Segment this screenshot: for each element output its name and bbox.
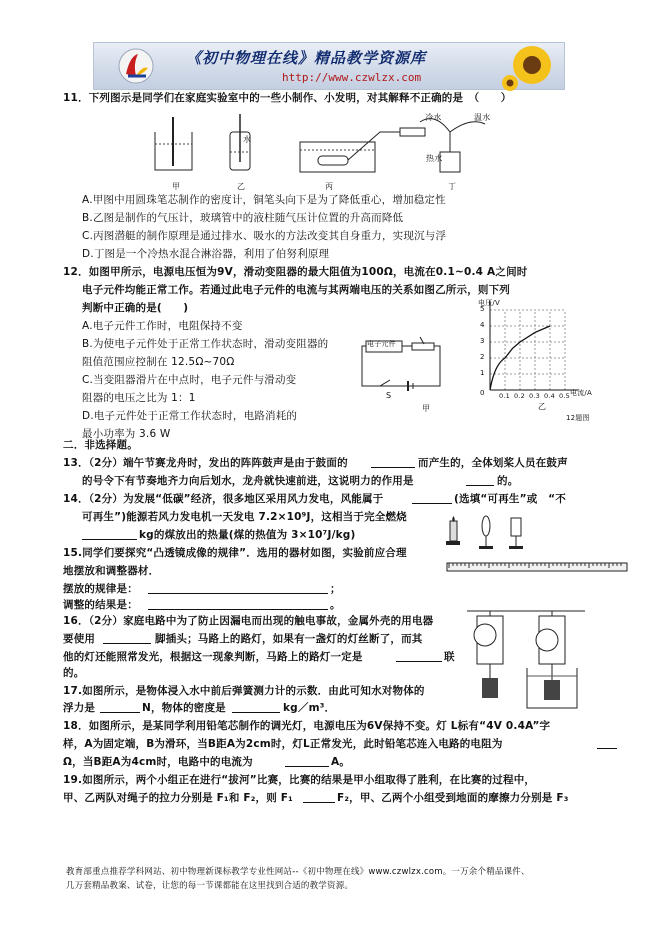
q16-blank-2[interactable] (396, 661, 442, 662)
q11-label-ding: 丁 (448, 182, 457, 191)
q12-option-b-1: B.为使电子元件处于正常工作状态时，滑动变阻器的 (82, 338, 329, 350)
graph-x-tick-0.4: 0.4 (544, 392, 555, 400)
graph-y-tick-2: 2 (480, 353, 485, 361)
q12-stem-1: 12．如图甲所示，电源电压恒为9V，滑动变阻器的最大阻值为100Ω，电流在0.1~0.4 A之间时 (63, 266, 528, 278)
q17-line-2b: N，物体的密度是 (142, 702, 226, 714)
q16-line-2a: 要使用 (63, 633, 96, 645)
banner-title: 《初中物理在线》精品教学资源库 (186, 49, 427, 67)
graph-x-tick-0.1: 0.1 (499, 392, 510, 400)
q11-label-yi: 乙 (237, 182, 246, 191)
circuit-label: 电子元件 (367, 340, 396, 348)
q18-line-3b: A。 (331, 756, 351, 768)
q11-option-c: C.丙图潜艇的制作原理是通过排水、吸水的方法改变其自身重力，实现沉与浮 (82, 230, 447, 242)
q19-line-2a: 甲、乙两队对绳子的拉力分别是 F₁和 F₂，则 F₁ (63, 792, 293, 804)
q16-line-1: 16．（2分）家庭电路中为了防止因漏电而出现的触电事故，金属外壳的用电器 (63, 615, 434, 627)
q15-line-1: 15.同学们要探究“凸透镜成像的规律”．选用的器材如图，实验前应合理 (63, 547, 407, 559)
q11-label-jia: 甲 (172, 182, 181, 191)
graph-x-tick-0.5: 0.5 (559, 392, 570, 400)
figure-caption-12: 12题图 (566, 414, 590, 422)
banner-url: http://www.czwlzx.com (282, 71, 422, 84)
q16-blank-1[interactable] (103, 643, 151, 644)
q13-blank-2[interactable] (466, 485, 494, 486)
footer-line-1: 教育部重点推荐学科网站、初中物理新课标教学专业性网站--《初中物理在线》www.czwlzx.com。一万余个精品课件、 (66, 867, 530, 877)
q14-line-1a: 14．（2分）为发展“低碳”经济，很多地区采用风力发电，风能属于 (63, 493, 384, 505)
graph-y-tick-1: 1 (480, 369, 485, 377)
q14-line-2: 可再生”)能源若风力发电机一天发电 7.2×10⁹J，这相当于完全燃烧 (82, 511, 407, 523)
q13-line-1b: 而产生的，全体划桨人员在鼓声 (418, 457, 568, 469)
q14-blank-1[interactable] (412, 503, 452, 504)
q12-option-a: A.电子元件工作时，电阻保持不变 (82, 320, 243, 332)
q19-line-1: 19.如图所示，两个小组正在进行“拔河”比赛，比赛的结果是甲小组取得了胜利，在比赛的过程中， (63, 774, 536, 786)
graph-x-tick-0.3: 0.3 (529, 392, 540, 400)
q12-option-d-2: 最小功率为 3.6 W (82, 428, 171, 440)
q17-line-2a: 浮力是 (63, 702, 96, 714)
graph-caption: 乙 (538, 402, 547, 411)
graph-x-tick-0.2: 0.2 (514, 392, 525, 400)
q11-stem: 11．下列图示是同学们在家庭实验室中的一些小制作、小发明，对其解释不正确的是 （ ） (63, 92, 512, 104)
q11-fig-cold: 冷水 (425, 113, 442, 122)
graph-y-tick-4: 4 (480, 321, 485, 329)
q12-option-d-1: D.电子元件处于正常工作状态时，电路消耗的 (82, 410, 298, 422)
q18-blank-2[interactable] (285, 766, 329, 767)
q18-line-3a: Ω，当B距A为4cm时，电路中的电流为 (63, 756, 253, 768)
q15-line-2: 地摆放和调整器材． (63, 565, 160, 577)
graph-x-axis-label: 电流/A (570, 389, 592, 397)
q15-rule-label: 摆放的规律是： (63, 583, 138, 595)
q15-rule-blank[interactable] (148, 593, 328, 594)
spring-scale-figure (467, 610, 587, 710)
q13-line-2-end: 的。 (497, 475, 519, 487)
q14-line-1b: (选填“可再生”或 “不 (454, 493, 566, 505)
q12-option-c-2: 阻器的电压之比为 1：1 (82, 392, 196, 404)
q17-line-2c: kg／m³． (283, 702, 336, 714)
q15-result-label: 调整的结果是： (63, 599, 138, 611)
q11-label-bing: 丙 (325, 182, 334, 191)
q15-result-end: 。 (330, 599, 341, 611)
q12-option-c-1: C.当变阻器滑片在中点时，电子元件与滑动变 (82, 374, 297, 386)
beaker-figure-jia (155, 117, 192, 170)
submarine-figure-bing (300, 128, 425, 172)
q11-fig-water: 水 (243, 135, 252, 144)
q15-rule-end: ； (330, 583, 341, 595)
q13-line-1a: 13．（2分）端午节赛龙舟时，发出的阵阵鼓声是由于鼓面的 (63, 457, 348, 469)
section-heading: 二．非选择题。 (63, 439, 138, 451)
q12-stem-2: 电子元件均能正常工作。若通过此电子元件的电流与其两端电压的关系如图乙所示，则下列 (82, 284, 510, 296)
q15-result-blank[interactable] (148, 609, 328, 610)
q11-option-d: D.丁图是一个冷热水混合淋浴器，利用了伯努利原理 (82, 248, 330, 260)
graph-y-tick-3: 3 (480, 337, 485, 345)
q17-blank-1[interactable] (100, 712, 140, 713)
graph-origin-label: 0 (480, 389, 485, 397)
q11-option-b: B.乙图是制作的气压计，玻璃管中的液柱随气压计位置的升高而降低 (82, 212, 404, 224)
header-banner (93, 42, 565, 90)
footer-line-2: 几万套精品教案、试卷，让您的每一节课都能在这里找到合适的教学资源。 (66, 881, 354, 891)
q17-line-1: 17.如图所示，是物体浸入水中前后弹簧测力计的示数．由此可知水对物体的 (63, 685, 425, 697)
q14-blank-2[interactable] (82, 539, 137, 540)
q18-line-2: 样，A为固定端，B为滑环，当B距A为2cm时，灯L正常发光，此时铅笔芯连入电路的电阻为 (63, 738, 503, 750)
q11-fig-hot: 热水 (426, 154, 443, 163)
circuit-switch-label: S (386, 391, 392, 400)
q14-line-3: kg的煤放出的热量(煤的热值为 3×10⁷J/kg) (139, 529, 356, 541)
q18-blank-1[interactable] (597, 748, 617, 749)
q12-stem-3: 判断中正确的是( ) (82, 302, 189, 314)
q16-line-4: 的。 (63, 667, 85, 679)
site-logo (116, 46, 156, 86)
q13-line-2: 的号令下有节奏地齐力向后划水，龙舟就快速前进，这说明力的作用是 (82, 475, 414, 487)
q11-fig-warm: 温水 (474, 113, 491, 122)
q17-blank-2[interactable] (232, 712, 280, 713)
q11-option-a: A.甲图中用圆珠笔芯制作的密度计，铜笔头向下是为了降低重心，增加稳定性 (82, 194, 446, 206)
q16-line-3b: 联 (444, 651, 455, 663)
q12-option-b-2: 阻值范围应控制在 12.5Ω~70Ω (82, 356, 235, 368)
optical-bench-ruler (447, 563, 627, 571)
q11-figures (150, 112, 495, 182)
q19-blank-1[interactable] (303, 802, 335, 803)
circuit-caption: 甲 (422, 404, 431, 413)
q18-line-1: 18．如图所示，是某同学利用铅笔芯制作的调光灯，电源电压为6V保持不变。灯 L标有“4V 0.4A”字 (63, 720, 551, 732)
graph-y-tick-5: 5 (480, 305, 485, 313)
sunflower-image (502, 43, 562, 89)
q19-line-2b: F₂，甲、乙两个小组受到地面的摩擦力分别是 F₃ (337, 792, 569, 804)
q13-blank-1[interactable] (371, 467, 415, 468)
graph-y-axis-label: 电压/V (478, 299, 500, 307)
q16-line-3a: 他的灯还能照常发光，根据这一现象判断，马路上的路灯一定是 (63, 651, 363, 663)
q16-line-2b: 脚插头；马路上的路灯，如果有一盏灯的灯丝断了，而其 (155, 633, 423, 645)
